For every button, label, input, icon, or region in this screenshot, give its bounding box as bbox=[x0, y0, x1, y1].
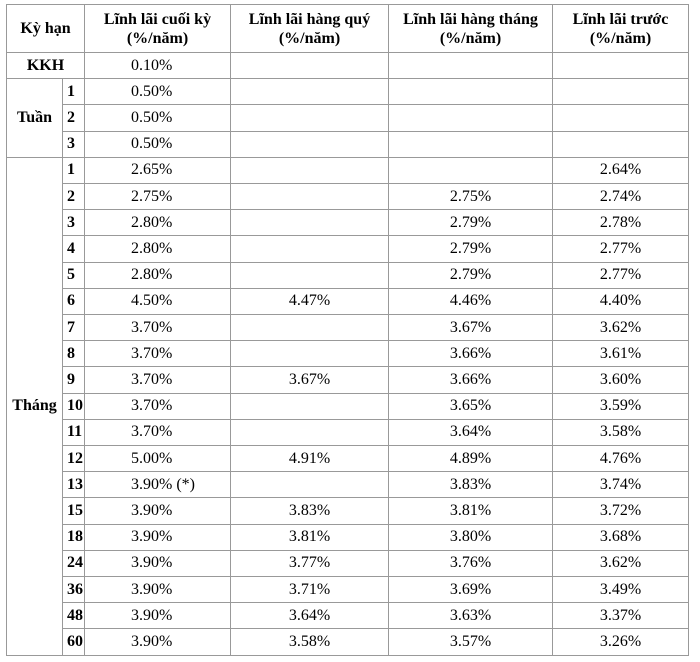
rate-end-of-term: 3.90% (*) bbox=[85, 472, 231, 498]
term-period: 2 bbox=[63, 105, 85, 131]
rate-upfront: 3.37% bbox=[553, 603, 689, 629]
rate-monthly: 4.89% bbox=[389, 446, 553, 472]
rate-quarterly bbox=[231, 393, 389, 419]
week-group-label: Tuần bbox=[7, 79, 63, 158]
term-period: 4 bbox=[63, 236, 85, 262]
table-row bbox=[7, 262, 689, 288]
table-row bbox=[7, 419, 689, 445]
rate-end-of-term: 2.80% bbox=[85, 262, 231, 288]
rate-end-of-term: 3.70% bbox=[85, 393, 231, 419]
rate-end-of-term: 2.80% bbox=[85, 210, 231, 236]
table-row bbox=[7, 367, 689, 393]
rate-end-of-term: 3.70% bbox=[85, 315, 231, 341]
term-period: 1 bbox=[63, 79, 85, 105]
rate-monthly bbox=[389, 131, 553, 157]
rate-quarterly: 3.58% bbox=[231, 629, 389, 656]
kkh-end-of-term: 0.10% bbox=[85, 53, 231, 79]
table-row bbox=[7, 498, 689, 524]
term-period: 9 bbox=[63, 367, 85, 393]
table-row bbox=[7, 184, 689, 210]
rate-upfront bbox=[553, 79, 689, 105]
table-row bbox=[7, 79, 689, 105]
header-row bbox=[7, 5, 689, 53]
interest-rate-table bbox=[6, 4, 689, 656]
rate-monthly: 3.67% bbox=[389, 315, 553, 341]
header-monthly: Lĩnh lãi hàng tháng (%/năm) bbox=[389, 5, 553, 53]
rate-monthly: 3.69% bbox=[389, 577, 553, 603]
table-row bbox=[7, 288, 689, 314]
rate-quarterly bbox=[231, 184, 389, 210]
rate-upfront: 2.77% bbox=[553, 262, 689, 288]
kkh-quarterly bbox=[231, 53, 389, 79]
rate-monthly: 2.79% bbox=[389, 236, 553, 262]
month-group-label: Tháng bbox=[7, 157, 63, 655]
rate-upfront: 2.64% bbox=[553, 157, 689, 183]
table-row bbox=[7, 393, 689, 419]
rate-upfront: 2.77% bbox=[553, 236, 689, 262]
rate-monthly bbox=[389, 157, 553, 183]
rate-quarterly: 4.91% bbox=[231, 446, 389, 472]
rate-upfront: 3.62% bbox=[553, 315, 689, 341]
term-period: 5 bbox=[63, 262, 85, 288]
rate-upfront: 2.78% bbox=[553, 210, 689, 236]
term-period: 6 bbox=[63, 288, 85, 314]
rate-monthly: 3.64% bbox=[389, 419, 553, 445]
rate-monthly: 3.63% bbox=[389, 603, 553, 629]
rate-monthly: 3.76% bbox=[389, 550, 553, 576]
table-row-kkh bbox=[7, 53, 689, 79]
kkh-monthly bbox=[389, 53, 553, 79]
table-row bbox=[7, 472, 689, 498]
term-period: 3 bbox=[63, 210, 85, 236]
table-row bbox=[7, 210, 689, 236]
rate-quarterly: 3.81% bbox=[231, 524, 389, 550]
rate-upfront: 4.76% bbox=[553, 446, 689, 472]
rate-end-of-term: 0.50% bbox=[85, 131, 231, 157]
table-row bbox=[7, 577, 689, 603]
rate-end-of-term: 3.90% bbox=[85, 524, 231, 550]
table-row bbox=[7, 105, 689, 131]
kkh-label: KKH bbox=[7, 53, 85, 79]
rate-monthly: 2.79% bbox=[389, 262, 553, 288]
term-period: 15 bbox=[63, 498, 85, 524]
rate-upfront: 3.72% bbox=[553, 498, 689, 524]
rate-quarterly: 3.71% bbox=[231, 577, 389, 603]
rate-upfront: 3.74% bbox=[553, 472, 689, 498]
header-quarterly: Lĩnh lãi hàng quý (%/năm) bbox=[231, 5, 389, 53]
rate-quarterly bbox=[231, 419, 389, 445]
rate-quarterly bbox=[231, 236, 389, 262]
term-period: 18 bbox=[63, 524, 85, 550]
rate-upfront: 3.49% bbox=[553, 577, 689, 603]
rate-monthly: 3.65% bbox=[389, 393, 553, 419]
rate-quarterly bbox=[231, 131, 389, 157]
rate-end-of-term: 2.80% bbox=[85, 236, 231, 262]
rate-monthly: 3.80% bbox=[389, 524, 553, 550]
rate-end-of-term: 3.90% bbox=[85, 550, 231, 576]
term-period: 2 bbox=[63, 184, 85, 210]
rate-quarterly: 3.64% bbox=[231, 603, 389, 629]
rate-end-of-term: 3.90% bbox=[85, 603, 231, 629]
term-period: 36 bbox=[63, 577, 85, 603]
rate-quarterly bbox=[231, 262, 389, 288]
rate-upfront: 2.74% bbox=[553, 184, 689, 210]
rate-quarterly bbox=[231, 315, 389, 341]
term-period: 11 bbox=[63, 419, 85, 445]
rate-monthly: 2.79% bbox=[389, 210, 553, 236]
rate-monthly: 3.66% bbox=[389, 341, 553, 367]
kkh-upfront bbox=[553, 53, 689, 79]
rate-quarterly bbox=[231, 157, 389, 183]
rate-upfront: 3.60% bbox=[553, 367, 689, 393]
rate-upfront: 3.58% bbox=[553, 419, 689, 445]
rate-end-of-term: 3.90% bbox=[85, 498, 231, 524]
header-end-of-term: Lĩnh lãi cuối kỳ (%/năm) bbox=[85, 5, 231, 53]
table-row bbox=[7, 603, 689, 629]
rate-end-of-term: 0.50% bbox=[85, 79, 231, 105]
rate-monthly: 3.66% bbox=[389, 367, 553, 393]
rate-end-of-term: 5.00% bbox=[85, 446, 231, 472]
term-period: 8 bbox=[63, 341, 85, 367]
rate-upfront: 3.62% bbox=[553, 550, 689, 576]
rate-end-of-term: 3.90% bbox=[85, 577, 231, 603]
rate-monthly: 3.83% bbox=[389, 472, 553, 498]
rate-monthly bbox=[389, 79, 553, 105]
rate-quarterly bbox=[231, 105, 389, 131]
table-row bbox=[7, 524, 689, 550]
header-term: Kỳ hạn bbox=[7, 5, 85, 53]
rate-quarterly bbox=[231, 79, 389, 105]
table-row bbox=[7, 131, 689, 157]
rate-end-of-term: 3.70% bbox=[85, 341, 231, 367]
rate-upfront: 3.26% bbox=[553, 629, 689, 656]
term-period: 24 bbox=[63, 550, 85, 576]
header-upfront: Lĩnh lãi trước (%/năm) bbox=[553, 5, 689, 53]
rate-upfront: 4.40% bbox=[553, 288, 689, 314]
rate-end-of-term: 4.50% bbox=[85, 288, 231, 314]
rate-end-of-term: 0.50% bbox=[85, 105, 231, 131]
table-row bbox=[7, 315, 689, 341]
term-period: 60 bbox=[63, 629, 85, 656]
term-period: 12 bbox=[63, 446, 85, 472]
term-period: 7 bbox=[63, 315, 85, 341]
rate-monthly bbox=[389, 105, 553, 131]
rate-upfront: 3.59% bbox=[553, 393, 689, 419]
rate-end-of-term: 3.70% bbox=[85, 419, 231, 445]
rate-monthly: 4.46% bbox=[389, 288, 553, 314]
rate-monthly: 3.81% bbox=[389, 498, 553, 524]
rate-quarterly: 3.77% bbox=[231, 550, 389, 576]
rate-end-of-term: 2.65% bbox=[85, 157, 231, 183]
rate-end-of-term: 3.90% bbox=[85, 629, 231, 656]
term-period: 3 bbox=[63, 131, 85, 157]
rate-quarterly bbox=[231, 341, 389, 367]
rate-quarterly: 3.83% bbox=[231, 498, 389, 524]
table-row bbox=[7, 446, 689, 472]
rate-quarterly bbox=[231, 210, 389, 236]
rate-quarterly bbox=[231, 472, 389, 498]
rate-end-of-term: 2.75% bbox=[85, 184, 231, 210]
table-row bbox=[7, 550, 689, 576]
rate-upfront bbox=[553, 105, 689, 131]
term-period: 48 bbox=[63, 603, 85, 629]
rate-upfront bbox=[553, 131, 689, 157]
rate-monthly: 2.75% bbox=[389, 184, 553, 210]
term-period: 10 bbox=[63, 393, 85, 419]
rate-quarterly: 3.67% bbox=[231, 367, 389, 393]
table-row bbox=[7, 157, 689, 183]
term-period: 1 bbox=[63, 157, 85, 183]
rate-upfront: 3.61% bbox=[553, 341, 689, 367]
rate-monthly: 3.57% bbox=[389, 629, 553, 656]
rate-upfront: 3.68% bbox=[553, 524, 689, 550]
term-period: 13 bbox=[63, 472, 85, 498]
rate-end-of-term: 3.70% bbox=[85, 367, 231, 393]
table-row bbox=[7, 341, 689, 367]
table-row bbox=[7, 236, 689, 262]
table-row bbox=[7, 629, 689, 656]
rate-quarterly: 4.47% bbox=[231, 288, 389, 314]
